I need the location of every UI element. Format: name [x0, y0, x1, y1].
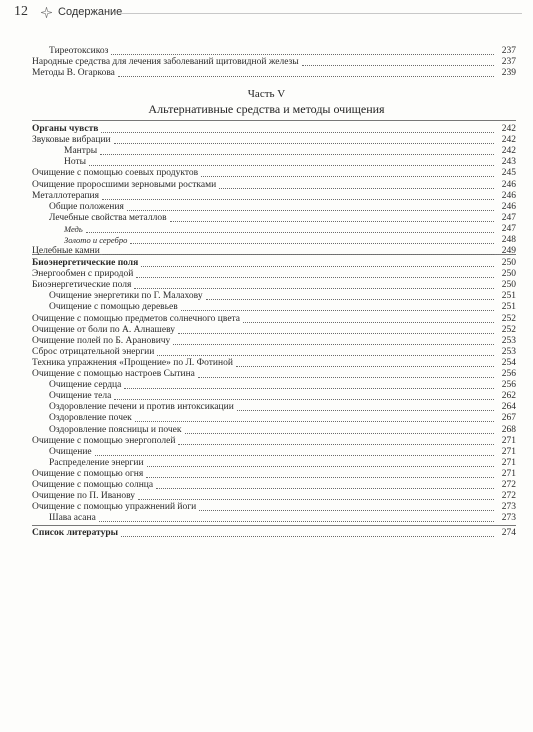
dot-leader — [198, 376, 494, 378]
toc-entry-title: Народные средства для лечения заболеваний щитовидной железы — [32, 57, 299, 67]
dot-leader — [236, 365, 494, 367]
toc-entry — [32, 480, 516, 491]
dot-leader — [147, 465, 494, 467]
toc-entry-page: 250 — [501, 269, 516, 280]
dot-leader — [135, 420, 494, 422]
toc-entry-title: Очищение от боли по А. Алнашеву — [32, 324, 175, 335]
toc-entry — [32, 314, 516, 325]
toc-entry-title: Очищение с помощью энергополей — [32, 435, 176, 446]
dot-leader — [243, 321, 494, 323]
toc-entry-page: 271 — [501, 435, 516, 446]
toc-entry — [32, 246, 516, 257]
toc-entry-page: 252 — [501, 324, 516, 335]
dot-leader — [86, 231, 494, 233]
toc-entry-page: 248 — [501, 235, 516, 245]
toc-entry — [32, 269, 516, 280]
toc-entry-page: 253 — [501, 346, 516, 357]
toc-entry-page: 242 — [501, 146, 516, 157]
toc-entry-page: 268 — [501, 424, 516, 435]
toc-entry — [32, 135, 516, 146]
dot-leader — [181, 309, 494, 311]
toc-entry — [49, 425, 516, 436]
toc-entry — [49, 213, 516, 224]
dot-leader — [100, 153, 494, 155]
toc-entry-page: 245 — [501, 168, 516, 179]
toc-entry-title: Список литературы — [32, 528, 119, 538]
toc-entry — [32, 469, 516, 480]
toc-entry-page: 239 — [501, 68, 516, 78]
dot-leader — [89, 164, 494, 166]
toc-entry — [64, 157, 516, 168]
toc-entry-title: Очищение с помощью предметов солнечного цвета — [32, 313, 241, 324]
running-header-title: Содержание — [58, 6, 123, 18]
toc-entry — [32, 528, 516, 539]
dot-leader — [101, 131, 494, 133]
toc-entry-page: 274 — [501, 528, 516, 538]
toc-entry-page: 251 — [501, 302, 516, 313]
dot-leader — [99, 520, 494, 522]
toc-entry-title: Очищение энергетики по Г. Малахову — [49, 291, 203, 302]
toc-entry — [32, 336, 516, 347]
dot-leader — [102, 198, 494, 200]
toc-entry-title: Оздоровление печени и против интоксикации — [49, 402, 234, 413]
dot-leader — [121, 535, 494, 537]
toc-entry-title: Ноты — [64, 157, 87, 168]
toc-entry-title: Тиреотоксикоз — [49, 46, 109, 56]
dot-leader — [138, 498, 494, 500]
toc-entry-page: 256 — [501, 380, 516, 391]
dot-leader — [237, 409, 494, 411]
toc-entry — [49, 46, 516, 57]
toc-entry-page: 272 — [501, 491, 516, 502]
toc-entry-title: Очищение сердца — [49, 380, 122, 391]
toc-entry — [32, 502, 516, 513]
toc-entry-page: 273 — [501, 502, 516, 513]
toc-entry-page: 249 — [501, 246, 516, 257]
dot-leader — [219, 187, 494, 189]
toc-entry-page: 237 — [501, 57, 516, 67]
dot-leader — [118, 75, 494, 77]
toc-entry — [64, 146, 516, 157]
toc-entry-title: Оздоровление почек — [49, 413, 132, 424]
toc-entry-page: 250 — [501, 258, 516, 268]
dot-leader — [199, 509, 494, 511]
toc-entry-page: 243 — [501, 157, 516, 168]
toc-entry — [49, 291, 516, 302]
toc-entry — [49, 447, 516, 458]
dot-leader — [103, 253, 494, 255]
toc-entry — [32, 191, 516, 202]
toc-entry-title: Очищение с помощью огня — [32, 468, 144, 479]
toc-entry-title: Медь — [64, 223, 83, 234]
toc-entry — [32, 180, 516, 191]
toc-entry-page: 246 — [501, 179, 516, 190]
section-divider — [32, 525, 516, 526]
toc-entry — [32, 258, 516, 269]
dot-leader — [170, 220, 494, 222]
toc-entry — [32, 124, 516, 135]
toc-entry — [32, 68, 516, 79]
toc-entry — [32, 57, 516, 68]
dot-leader — [157, 354, 494, 356]
toc-entry — [32, 358, 516, 369]
toc-entry-title: Техника упражнения «Прощение» по Л. Фотиной — [32, 357, 233, 368]
toc-entry-page: 267 — [501, 413, 516, 424]
star-ornament-icon — [41, 7, 52, 18]
toc-entry-title: Очищение тела — [49, 391, 112, 402]
toc-entry-title: Общие положения — [49, 201, 124, 212]
part-heading: Часть V — [247, 88, 286, 100]
dot-leader — [134, 287, 494, 289]
toc-entry — [32, 280, 516, 291]
toc-entry — [49, 380, 516, 391]
dot-leader — [141, 265, 494, 267]
toc-entry-page: 271 — [501, 457, 516, 468]
toc-entry — [32, 436, 516, 447]
toc-entry-title: Металлотерапия — [32, 190, 99, 201]
dot-leader — [124, 387, 494, 389]
dot-leader — [173, 343, 494, 345]
toc-entry-page: 253 — [501, 335, 516, 346]
toc-entry-page: 271 — [501, 446, 516, 457]
dot-leader — [130, 242, 494, 244]
toc-entry — [49, 391, 516, 402]
toc-entry — [32, 369, 516, 380]
toc-entry-title: Очищение с помощью соевых продуктов — [32, 168, 199, 179]
toc-entry-title: Очищение с помощью деревьев — [49, 302, 178, 313]
dot-leader — [302, 64, 494, 66]
toc-entry — [64, 224, 516, 235]
dot-leader — [178, 332, 494, 334]
toc-entry-title: Оздоровление поясницы и почек — [49, 424, 182, 435]
toc-entry — [32, 491, 516, 502]
toc-entry-title: Биоэнергетические поля — [32, 280, 132, 291]
toc-entry-page: 247 — [501, 212, 516, 223]
toc-entry-title: Целебные камни — [32, 246, 100, 257]
toc-entry-title: Органы чувств — [32, 124, 99, 134]
toc-entry-title: Шава асана — [49, 513, 96, 524]
toc-entry-page: 246 — [501, 201, 516, 212]
toc-entry-title: Распределение энергии — [49, 457, 144, 468]
dot-leader — [178, 443, 494, 445]
toc-entry-page: 273 — [501, 513, 516, 524]
header-divider — [122, 13, 522, 14]
toc-entry — [32, 325, 516, 336]
toc-entry-title: Очищение по П. Иванову — [32, 491, 136, 502]
toc-entry-page: 272 — [501, 480, 516, 490]
toc-entry-page: 247 — [501, 223, 516, 234]
dot-leader — [185, 432, 494, 434]
dot-leader — [95, 454, 494, 456]
part-title: Альтернативные средства и методы очищения — [148, 102, 385, 116]
toc-entry-page: 246 — [501, 190, 516, 201]
toc-entry-title: Очищение — [49, 446, 92, 457]
dot-leader — [156, 487, 494, 489]
toc-entry — [32, 347, 516, 358]
toc-entry-title: Энергообмен с природой — [32, 269, 134, 280]
toc-entry — [49, 513, 516, 524]
toc-entry-page: 250 — [501, 280, 516, 291]
dot-leader — [114, 398, 494, 400]
toc-entry — [49, 202, 516, 213]
toc-entry-title: Очищение проросшими зерновыми ростками — [32, 179, 217, 190]
toc-entry-title: Очищение полей по Б. Арановичу — [32, 335, 171, 346]
toc-entry-page: 271 — [501, 468, 516, 479]
toc-entry-title: Лечебные свойства металлов — [49, 212, 167, 223]
toc-entry-page: 242 — [501, 124, 516, 134]
toc-entry-page: 262 — [501, 391, 516, 402]
toc-entry-title: Мантры — [64, 146, 98, 157]
toc-entry — [32, 168, 516, 179]
toc-entry-title: Звуковые вибрации — [32, 135, 111, 146]
dot-leader — [146, 476, 494, 478]
toc-entry-title: Методы В. Огаркова — [32, 68, 115, 78]
toc-entry-title: Золото и серебро — [64, 235, 128, 245]
dot-leader — [136, 276, 494, 278]
toc-entry-title: Сброс отрицательной энергии — [32, 346, 155, 357]
toc-entry-page: 251 — [501, 291, 516, 302]
toc-entry-title: Очищение с помощью настроев Сытина — [32, 369, 195, 379]
dot-leader — [201, 175, 494, 177]
toc-entry — [49, 413, 516, 424]
toc-entry-page: 256 — [501, 369, 516, 379]
toc-entry-page: 242 — [501, 135, 516, 146]
page-number: 12 — [14, 4, 28, 19]
toc-entry-page: 254 — [501, 357, 516, 368]
toc-entry-title: Биоэнергетические поля — [32, 258, 139, 268]
dot-leader — [127, 209, 494, 211]
toc-entry-title: Очищение с помощью солнца — [32, 480, 154, 490]
section-divider — [32, 120, 516, 121]
dot-leader — [111, 53, 494, 55]
dot-leader — [114, 142, 494, 144]
toc-entry — [64, 235, 516, 246]
toc-entry-page: 237 — [501, 46, 516, 56]
toc-entry-title: Очищение с помощью упражнений йоги — [32, 502, 197, 513]
dot-leader — [206, 298, 494, 300]
toc-entry-page: 252 — [501, 313, 516, 324]
toc-entry — [49, 402, 516, 413]
page-header — [14, 3, 522, 21]
toc-entry — [49, 302, 516, 313]
toc-entry — [49, 458, 516, 469]
toc-entry-page: 264 — [501, 402, 516, 413]
